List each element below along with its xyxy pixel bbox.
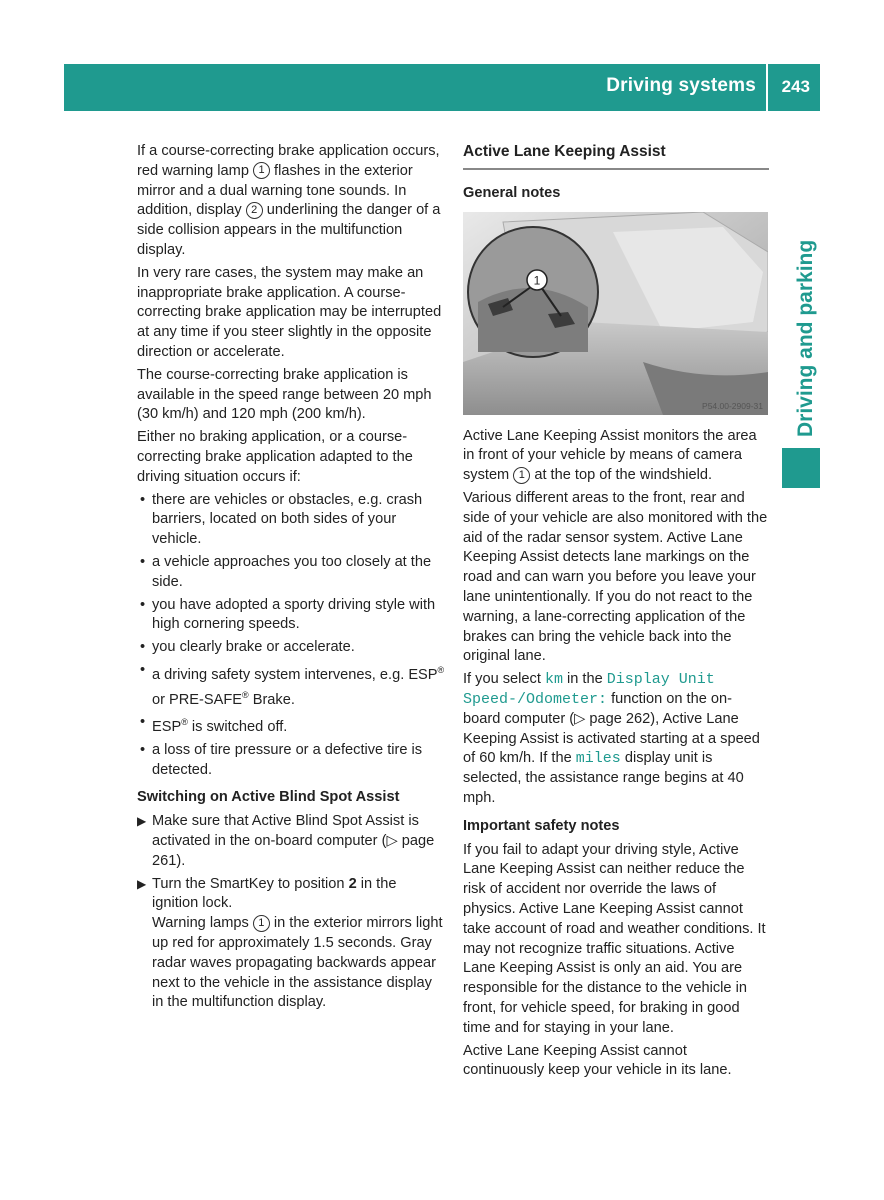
subheading: Important safety notes [463,817,620,834]
paragraph: The course-correcting brake application is available in the speed range between 20 mph (30 km/h) and 120 mph (200 km/h). [137,366,432,423]
callout-1-label: 1 [533,273,541,288]
text: in the ignition lock. [152,875,397,912]
list-item [137,875,445,1014]
text: at the top of the windshield. [530,467,713,484]
paragraph: Various different areas to the front, rear and side of your vehicle are also monitored with the aid of the radar sensor system. Active Lane Keeping Assist detects lane markings on the road and can warn you before you leave your lane unintentionally. If you do not react to the warning, a lane-correcting application of the brakes can bring the vehicle back into the original lane. [463,489,768,665]
text: Brake. [248,691,295,708]
callout-1: 1 [513,467,530,484]
registered-mark: ® [181,717,188,728]
text: function on the on-board computer (▷ page 262), Active Lane Keeping Assist is activated starting at a speed of 60 km/h. If the [463,690,760,767]
text: If a course-correcting brake application occurs, red warning lamp [137,143,440,179]
figure-code: P54.00-2909-31 [702,400,763,411]
registered-mark: ® [242,689,249,700]
paragraph [137,142,445,261]
condition-list [137,491,445,781]
text: Make sure that Active Blind Spot Assist is activated in the on-board computer (▷ page 261). [152,813,435,869]
menu-item-display-unit: Display Unit Speed-/Odometer: [463,671,715,708]
side-tab-marker [782,448,820,488]
callout-1: 1 [253,915,270,932]
text: a driving safety system intervenes, e.g. ESP [152,666,438,683]
list-item [137,661,445,710]
text: a loss of tire pressure or a defective tire is detected. [152,741,423,778]
list-item [137,812,445,871]
step-list [137,812,445,1013]
list-item [137,741,445,781]
text: underlining the danger of a side collision appears in the multifunction display. [137,202,441,258]
text: flashes in the exterior mirror and a dual warning tone sounds. In addition, display [137,162,413,219]
text: Warning lamps [152,915,253,932]
text: there are vehicles or obstacles, e.g. crash barriers, located on both sides of your vehicle. [152,491,423,548]
paragraph [463,427,769,486]
paragraph: Either no braking application, or a course-correcting brake application adapted to the driving situation occurs if: [137,429,413,485]
bullet: • [140,553,146,570]
callout-2: 2 [246,202,263,219]
page-number: 243 [781,77,810,96]
car-illustration-icon [463,212,768,415]
bullet: • [140,639,146,656]
header-bar [64,64,820,111]
list-item [137,713,445,738]
left-column [137,142,445,1016]
text: is switched off. [187,719,288,736]
text: display unit is selected, the assistance range begins at 40 mph. [463,750,744,806]
text: a vehicle approaches you too closely at the side. [152,553,432,590]
windshield-camera-illustration [463,212,768,415]
list-item [137,491,445,550]
callout-1: 1 [253,162,270,179]
subheading: General notes [463,184,561,201]
text: in the [562,671,607,688]
text: or PRE-SAFE [152,691,243,708]
registered-mark: ® [437,664,445,675]
display-value-miles: miles [575,750,621,768]
list-item [137,638,445,658]
paragraph: If you fail to adapt your driving style, Active Lane Keeping Assist can neither reduce the risk of accident nor override the laws of physics. Active Lane Keeping Assist cannot take account of road and weather conditions. It may not recognize traffic situations. Active Lane Keeping Assist is only an aid. You are responsible for the distance to the vehicle in front, for vehicle speed, for braking in good time and for staying in your lane. [463,841,766,1036]
display-value-km: km [544,671,563,689]
paragraph: Active Lane Keeping Assist cannot continuously keep your vehicle in its lane. [463,1042,732,1079]
step-arrow-icon: ▶ [137,814,147,829]
list-item [137,553,445,593]
position-number: 2 [348,875,357,892]
page-section-title: Driving systems [606,75,756,96]
bullet: • [140,491,146,508]
bullet: • [140,661,146,678]
paragraph: In very rare cases, the system may make an inappropriate brake application. A course-correcting brake application may be interrupted at any time if you steer slightly in the opposite direction or accelerate. [137,264,442,360]
header-divider [766,64,768,111]
text: you have adopted a sporty driving style with high cornering speeds. [152,596,436,633]
step-arrow-icon: ▶ [137,876,147,891]
text: you clearly brake or accelerate. [152,639,355,656]
text: Active Lane Keeping Assist monitors the area in front of your vehicle by means of camera system [463,427,757,484]
text: ESP [152,719,182,736]
bullet: • [140,714,146,731]
text: Turn the SmartKey to position [152,875,349,892]
side-tab-label: Driving and parking [794,239,817,437]
subheading: Switching on Active Blind Spot Assist [137,789,400,806]
right-column [463,142,769,1084]
text: If you select [463,671,545,688]
text: in the exterior mirrors light up red for approximately 1.5 seconds. Gray radar waves propagating backwards appear next to the vehicle in the assistance display in the multifunction display. [152,915,443,1011]
paragraph [463,670,769,809]
bullet: • [140,741,146,758]
section-title: Active Lane Keeping Assist [463,142,769,170]
list-item [137,596,445,636]
bullet: • [140,596,146,613]
